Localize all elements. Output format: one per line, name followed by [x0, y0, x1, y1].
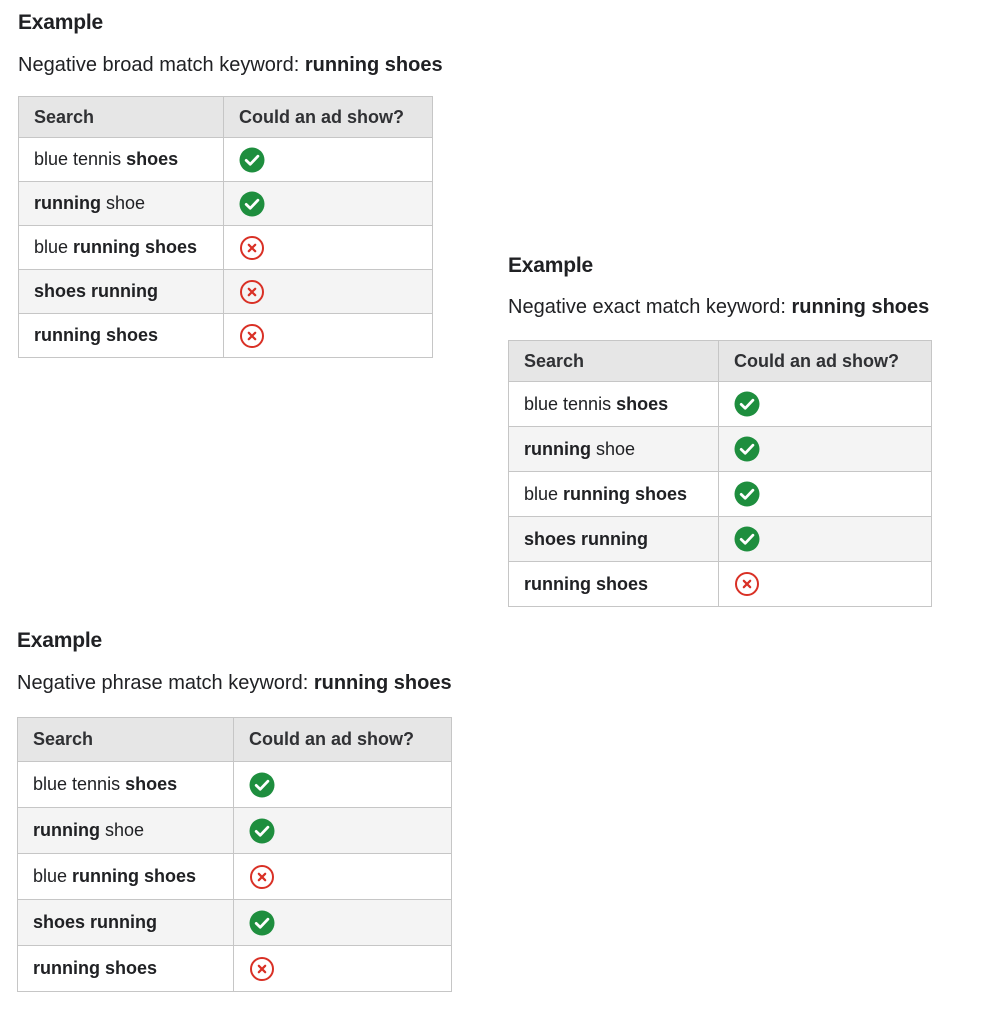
- example-description: [17, 670, 457, 696]
- search-term-bold: running shoes: [33, 958, 158, 978]
- could-show-cell: [224, 226, 433, 270]
- could-show-cell: [224, 182, 433, 226]
- could-show-cell: [234, 854, 452, 900]
- search-term-text: blue: [524, 483, 564, 504]
- search-term-bold: running: [34, 193, 101, 213]
- could-show-cell: [719, 472, 932, 517]
- search-term-bold: shoes: [126, 149, 179, 169]
- search-term-text: blue tennis: [524, 393, 617, 414]
- search-term-bold: running shoes: [563, 483, 688, 504]
- could-show-cell: [224, 314, 433, 358]
- search-term-cell: [18, 854, 234, 900]
- table-row: [19, 182, 433, 226]
- check-circle-icon: [734, 436, 760, 462]
- could-show-cell: [234, 946, 452, 992]
- table-header-row: [509, 341, 932, 382]
- search-term-bold: running: [33, 820, 100, 840]
- search-term-bold: running shoes: [524, 573, 649, 594]
- could-show-cell: [719, 517, 932, 562]
- search-term-bold: shoes running: [34, 281, 159, 301]
- check-circle-icon: [734, 481, 760, 507]
- could-show-cell: [719, 382, 932, 427]
- table-row: [18, 900, 452, 946]
- search-term-cell: [509, 382, 719, 427]
- search-term-text: blue tennis: [34, 149, 127, 169]
- search-term-cell: [509, 517, 719, 562]
- search-term-bold: shoes: [125, 774, 178, 794]
- search-term-text: blue: [33, 866, 73, 886]
- could-show-cell: [719, 427, 932, 472]
- check-circle-icon: [239, 191, 265, 217]
- could-show-cell: [224, 270, 433, 314]
- example-broad-match: [18, 10, 443, 345]
- x-circle-icon: [239, 323, 265, 349]
- x-circle-icon: [239, 279, 265, 305]
- column-header-search: Search: [509, 341, 719, 382]
- could-show-cell: [234, 900, 452, 946]
- search-term-cell: [19, 226, 224, 270]
- example-phrase-match: [17, 628, 457, 978]
- table-row: [509, 562, 932, 607]
- example-description: [18, 52, 443, 78]
- example-title: Example: [18, 11, 103, 34]
- check-circle-icon: [249, 772, 275, 798]
- table-row: [18, 854, 452, 900]
- table-row: [509, 517, 932, 562]
- search-term-cell: [18, 762, 234, 808]
- match-table: [18, 96, 433, 358]
- x-circle-icon: [249, 956, 275, 982]
- search-term-cell: [19, 314, 224, 358]
- search-term-bold: shoes running: [33, 912, 158, 932]
- description-prefix: Negative broad match keyword:: [18, 54, 305, 76]
- search-term-cell: [19, 138, 224, 182]
- column-header-could-show: Could an ad show?: [719, 341, 932, 382]
- check-circle-icon: [249, 910, 275, 936]
- search-term-text: shoe: [590, 438, 636, 459]
- search-term-bold: shoes: [616, 393, 669, 414]
- keyword: running shoes: [304, 54, 443, 76]
- example-title: Example: [508, 254, 593, 277]
- description-prefix: Negative phrase match keyword:: [17, 672, 314, 694]
- match-table: [508, 340, 932, 607]
- table-row: [19, 138, 433, 182]
- x-circle-icon: [239, 235, 265, 261]
- search-term-cell: [18, 900, 234, 946]
- could-show-cell: [234, 762, 452, 808]
- search-term-cell: [19, 270, 224, 314]
- table-header-row: [19, 97, 433, 138]
- could-show-cell: [234, 808, 452, 854]
- table-row: [18, 808, 452, 854]
- table-row: [509, 427, 932, 472]
- table-row: [19, 226, 433, 270]
- keyword: running shoes: [791, 296, 930, 318]
- table-row: [509, 382, 932, 427]
- table-row: [19, 314, 433, 358]
- example-exact-match: [508, 253, 988, 594]
- keyword: running shoes: [313, 672, 452, 694]
- table-header-row: [18, 718, 452, 762]
- x-circle-icon: [734, 571, 760, 597]
- example-title: Example: [17, 629, 102, 652]
- search-term-text: shoe: [100, 193, 146, 213]
- search-term-text: blue: [34, 237, 74, 257]
- match-table: [17, 717, 452, 992]
- search-term-bold: running shoes: [73, 237, 198, 257]
- search-term-cell: [18, 808, 234, 854]
- search-term-text: blue tennis: [33, 774, 126, 794]
- check-circle-icon: [734, 391, 760, 417]
- table-row: [18, 762, 452, 808]
- check-circle-icon: [239, 147, 265, 173]
- could-show-cell: [719, 562, 932, 607]
- search-term-bold: running: [524, 438, 591, 459]
- search-term-cell: [509, 472, 719, 517]
- description-prefix: Negative exact match keyword:: [508, 296, 792, 318]
- column-header-could-show: Could an ad show?: [224, 97, 433, 138]
- column-header-search: Search: [18, 718, 234, 762]
- table-row: [19, 270, 433, 314]
- table-row: [18, 946, 452, 992]
- example-description: [508, 294, 988, 320]
- search-term-cell: [509, 427, 719, 472]
- column-header-could-show: Could an ad show?: [234, 718, 452, 762]
- check-circle-icon: [249, 818, 275, 844]
- could-show-cell: [224, 138, 433, 182]
- search-term-bold: running shoes: [34, 325, 159, 345]
- search-term-text: shoe: [99, 820, 145, 840]
- check-circle-icon: [734, 526, 760, 552]
- search-term-bold: shoes running: [524, 528, 649, 549]
- search-term-bold: running shoes: [72, 866, 197, 886]
- search-term-cell: [18, 946, 234, 992]
- x-circle-icon: [249, 864, 275, 890]
- table-row: [509, 472, 932, 517]
- column-header-search: Search: [19, 97, 224, 138]
- search-term-cell: [509, 562, 719, 607]
- search-term-cell: [19, 182, 224, 226]
